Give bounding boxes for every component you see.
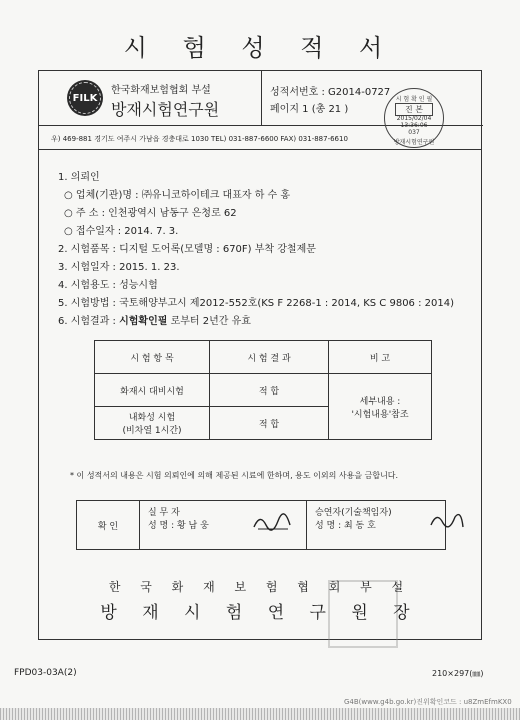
result-prefix: 6. 시험결과 :: [58, 316, 120, 327]
header-item: 시 험 항 목: [95, 341, 210, 374]
worker-title: 실 무 자: [148, 508, 180, 518]
approver-title: 승연자(기술책임자): [315, 508, 392, 518]
section-method: 5. 시험방법 : 국토해양부고시 제2012-552호(KS F 2268-1 : 2014, KS C 9806 : 2014): [58, 298, 454, 309]
result-table: [94, 340, 432, 440]
row2-item-line-2: (비차열 1시간): [122, 426, 182, 436]
worker-name: 성 명 : 황 남 웅: [148, 521, 209, 531]
row2-item-line-1: 내화성 시험: [128, 413, 176, 423]
remark-cell: [329, 374, 432, 440]
table-row: [95, 374, 432, 407]
verification-code: G4B(www.g4b.go.kr)진위확인코드 : u8ZmEfmKX0: [344, 698, 512, 706]
row1-result: 적 합: [210, 374, 329, 407]
cert-info-block: [261, 71, 484, 125]
section-item: 2. 시험품목 : 디지털 도어록(모델명 : 670F) 부착 강철제문: [58, 244, 316, 255]
stamp-time: 13:36:06: [400, 122, 428, 129]
form-number: FPD03-03A(2): [14, 668, 77, 678]
stamp-line-1: 시 험 확 인 필: [395, 96, 433, 103]
stamp-org: 방재시험연구원: [393, 139, 435, 146]
issuer-block: [39, 71, 261, 125]
remark-line-2: '시험내용'참조: [351, 409, 409, 420]
footer-org-sub: 한 국 화 재 보 험 협 회 부 설: [108, 580, 412, 594]
org-name: 방재시험연구원: [111, 100, 220, 119]
approver-signature: [427, 507, 467, 535]
section-client: 1. 의뢰인: [58, 172, 100, 183]
stamp-line-2: 진 본: [395, 103, 433, 116]
row1-item: 화재시 대비시험: [95, 374, 210, 407]
cert-number: 성적서번호 : G2014-0727: [270, 87, 391, 98]
paper-size: 210×297(㎜): [432, 669, 484, 678]
client-company: ○ 업체(기관)명 : ㈜유니코하이테크 대표자 하 수 홍: [64, 190, 291, 201]
section-date: 3. 시험일자 : 2015. 1. 23.: [58, 262, 180, 273]
header-result: 시 험 결 과: [210, 341, 329, 374]
header-remark: 비 고: [329, 341, 432, 374]
org-subtitle: 한국화재보험협회 부설: [111, 85, 211, 96]
row2-result: 적 합: [210, 407, 329, 440]
logo-text: FILK: [72, 92, 98, 104]
row2-item: [95, 407, 210, 440]
table-header-row: [95, 341, 432, 374]
approver-name: 성 명 : 최 동 호: [315, 521, 376, 531]
address-line: 우) 469-881 경기도 여주시 가남읍 경충대로 1030 TEL) 031-887-6600 FAX) 031-887-6610: [39, 125, 483, 151]
section-result: [58, 312, 251, 327]
filk-logo: [67, 80, 103, 116]
received-date: ○ 접수일자 : 2014. 7. 3.: [64, 226, 179, 237]
security-band: [0, 708, 520, 720]
confirm-label: 확 인: [77, 501, 140, 550]
result-bold: 시험확인필: [119, 316, 168, 327]
remark-line-1: 세부내용 :: [359, 396, 401, 407]
stamp-code: 037: [408, 129, 420, 136]
result-suffix: 로부터 2년간 유효: [167, 316, 251, 327]
worker-cell: [140, 501, 307, 550]
document-title: 시 험 성 적 서: [123, 33, 397, 62]
section-purpose: 4. 시험용도 : 성능시험: [58, 280, 158, 291]
verification-stamp: [384, 88, 444, 148]
footer-org-head: 방 재 시 험 연 구 원 장: [100, 603, 420, 623]
page-info: 페이지 1 (총 21 ): [270, 104, 349, 115]
approver-cell: [307, 501, 446, 550]
client-address: ○ 주 소 : 인천광역시 남동구 은청로 62: [64, 208, 237, 219]
stamp-date: 2015/02/04: [396, 115, 432, 122]
confirmation-table: [76, 500, 446, 550]
worker-signature: [252, 511, 292, 533]
usage-notice: * 이 성적서의 내용은 시험 의뢰인에 의해 제공된 시료에 한하며, 용도 이외의 사용을 금합니다.: [70, 471, 399, 480]
